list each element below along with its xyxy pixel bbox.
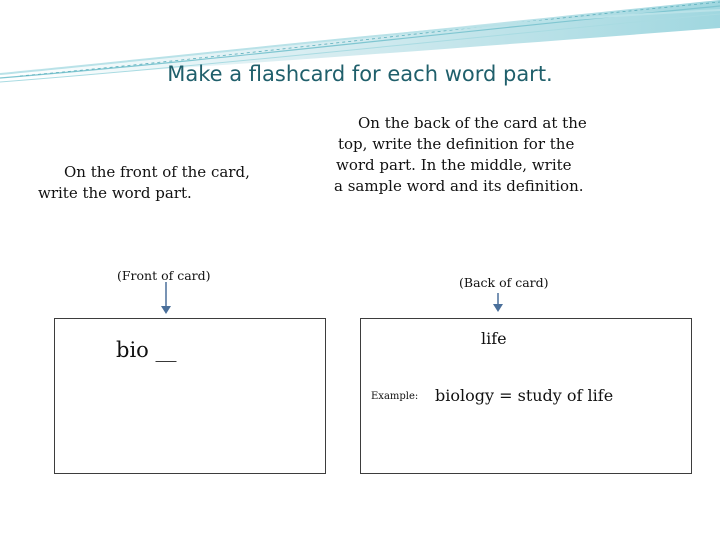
- back-arrow-icon: [493, 293, 503, 312]
- front-instruction-line-1: On the front of the card,: [64, 163, 250, 181]
- example-label: Example:: [371, 391, 419, 402]
- front-card-caption: (Front of card): [117, 268, 211, 283]
- back-card-definition: life: [481, 329, 507, 348]
- front-instructions: [38, 162, 288, 204]
- front-flashcard: [54, 318, 326, 474]
- back-instruction-line-1: On the back of the card at the: [358, 114, 587, 132]
- page-title: Make a flashcard for each word part.: [167, 62, 553, 86]
- back-instruction-line-2: top, write the definition for the: [338, 135, 575, 153]
- back-card-caption: (Back of card): [459, 275, 549, 290]
- front-arrow-icon: [161, 282, 171, 314]
- back-instruction-line-3: word part. In the middle, write: [336, 156, 572, 174]
- front-instruction-line-2: write the word part.: [38, 184, 192, 202]
- back-instructions: [330, 113, 640, 197]
- example-text: biology = study of life: [435, 386, 614, 405]
- back-flashcard: [360, 318, 692, 474]
- back-instruction-line-4: a sample word and its definition.: [334, 177, 584, 195]
- front-card-word: bio __: [116, 338, 177, 362]
